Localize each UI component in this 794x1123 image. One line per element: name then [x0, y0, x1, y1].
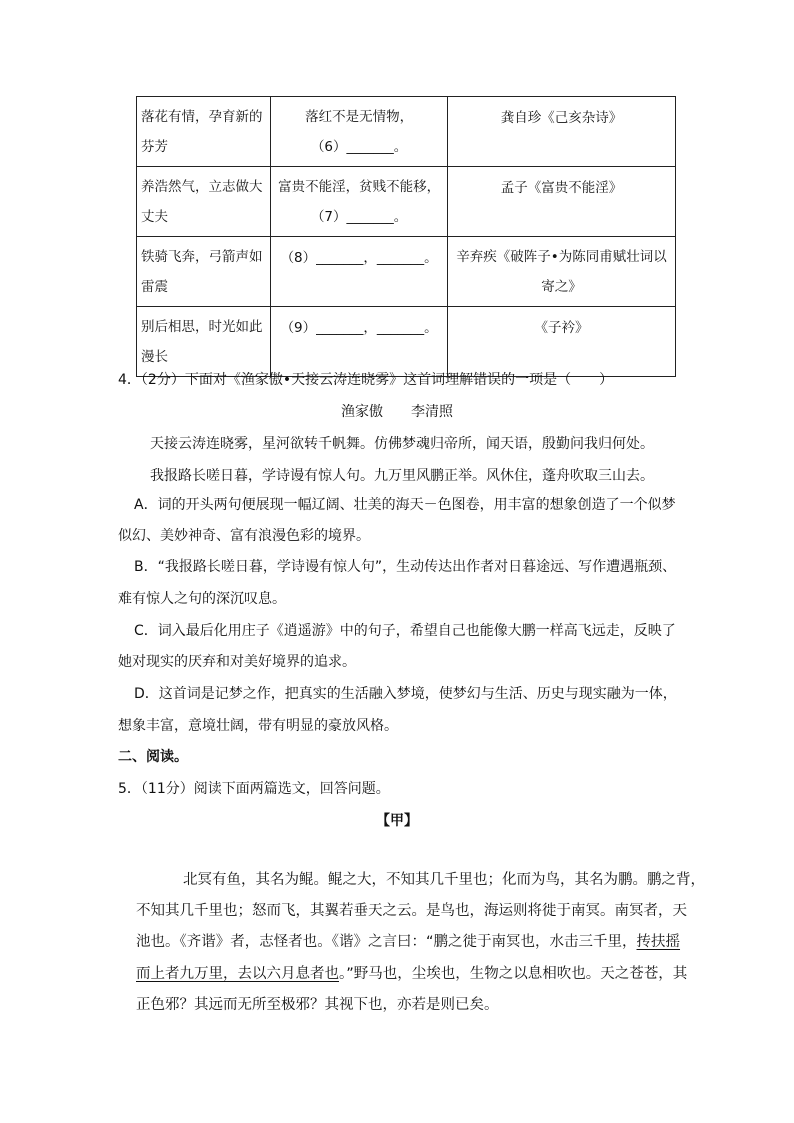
q5-stem: 5．（11分）阅读下面两篇选文，回答问题。 — [118, 781, 390, 797]
q4-stem: 4．（2分）下面对《渔家傲•天接云涛连晓雾》这首词理解错误的一项是（ ） — [118, 372, 614, 388]
theme-cell: 别后相思，时光如此 漫长 — [137, 307, 271, 377]
verse-cell: （8）_______，_______。 — [271, 237, 448, 307]
passage-line: 北冥有鱼，其名为鲲。鲲之大，不知其几千里也；化而为鸟，其名为鹏。鹏之背， — [183, 872, 705, 888]
table-row — [137, 237, 676, 307]
passage-line: 正色邪？其远而无所至极邪？其视下也，亦若是则已矣。 — [136, 997, 499, 1013]
poem-line: 天接云涛连晓雾，星河欲转千帆舞。仿佛梦魂归帝所，闻天语，殷勤问我归何处。 — [150, 436, 654, 452]
passage-line: 池也。《齐谐》者，志怪者也。《谐》之言曰：“鹏之徙于南冥也，水击三千里，抟扶摇 — [136, 934, 681, 950]
option-d-cont: 想象丰富，意境壮阔，带有明显的豪放风格。 — [118, 718, 398, 734]
passage-line: 而上者九万里，去以六月息者也。”野马也，尘埃也，生物之以息相吹也。天之苍苍，其 — [136, 966, 688, 982]
theme-cell: 铁骑飞奔，弓箭声如 雷震 — [137, 237, 271, 307]
option-b: B．“我报路长嗟日暮，学诗谩有惊人句”，生动传达出作者对日暮途远、写作遭遇瓶颈、 — [134, 559, 677, 575]
poem-line: 我报路长嗟日暮，学诗谩有惊人句。九万里风鹏正举。风休住，蓬舟吹取三山去。 — [150, 468, 654, 484]
option-b-cont: 难有惊人之句的深沉叹息。 — [118, 591, 286, 607]
table-row — [137, 97, 676, 167]
verse-cell: （9）_______，_______。 — [271, 307, 448, 377]
verse-cell: 落红不是无情物， （6）_______。 — [271, 97, 448, 167]
theme-cell: 养浩然气，立志做大 丈夫 — [137, 167, 271, 237]
passage-label: 【甲】 — [376, 813, 418, 829]
section-heading: 二、阅读。 — [118, 749, 188, 765]
passage-line: 不知其几千里也；怒而飞，其翼若垂天之云。是鸟也，海运则将徙于南冥。南冥者，天 — [136, 903, 687, 919]
source-cell: 《子衿》 — [448, 307, 676, 377]
table-row — [137, 307, 676, 377]
underlined-phrase: 抟扶摇 — [636, 934, 681, 950]
source-cell: 龚自珍《己亥杂诗》 — [448, 97, 676, 167]
underlined-phrase: 而上者九万里，去以六月息者也 — [136, 966, 339, 982]
table-row — [137, 167, 676, 237]
poem-fill-table — [136, 96, 676, 377]
option-a-cont: 似幻、美妙神奇、富有浪漫色彩的境界。 — [118, 528, 370, 544]
verse-cell: 富贵不能淫，贫贱不能移， （7）_______。 — [271, 167, 448, 237]
poem-title: 渔家傲 李清照 — [341, 404, 453, 420]
option-c-cont: 她对现实的厌弃和对美好境界的追求。 — [118, 654, 356, 670]
option-a: A．词的开头两句便展现一幅辽阔、壮美的海天－色图卷，用丰富的想象创造了一个似梦 — [134, 497, 676, 513]
source-cell: 辛弃疾《破阵子•为陈同甫赋壮词以 寄之》 — [448, 237, 676, 307]
option-c: C．词入最后化用庄子《逍遥游》中的句子，希望自己也能像大鹏一样高飞远走，反映了 — [134, 623, 676, 639]
option-d: D．这首词是记梦之作，把真实的生活融入梦境，使梦幻与生活、历史与现实融为一体， — [134, 686, 677, 702]
source-cell: 孟子《富贵不能淫》 — [448, 167, 676, 237]
theme-cell: 落花有情，孕育新的 芬芳 — [137, 97, 271, 167]
